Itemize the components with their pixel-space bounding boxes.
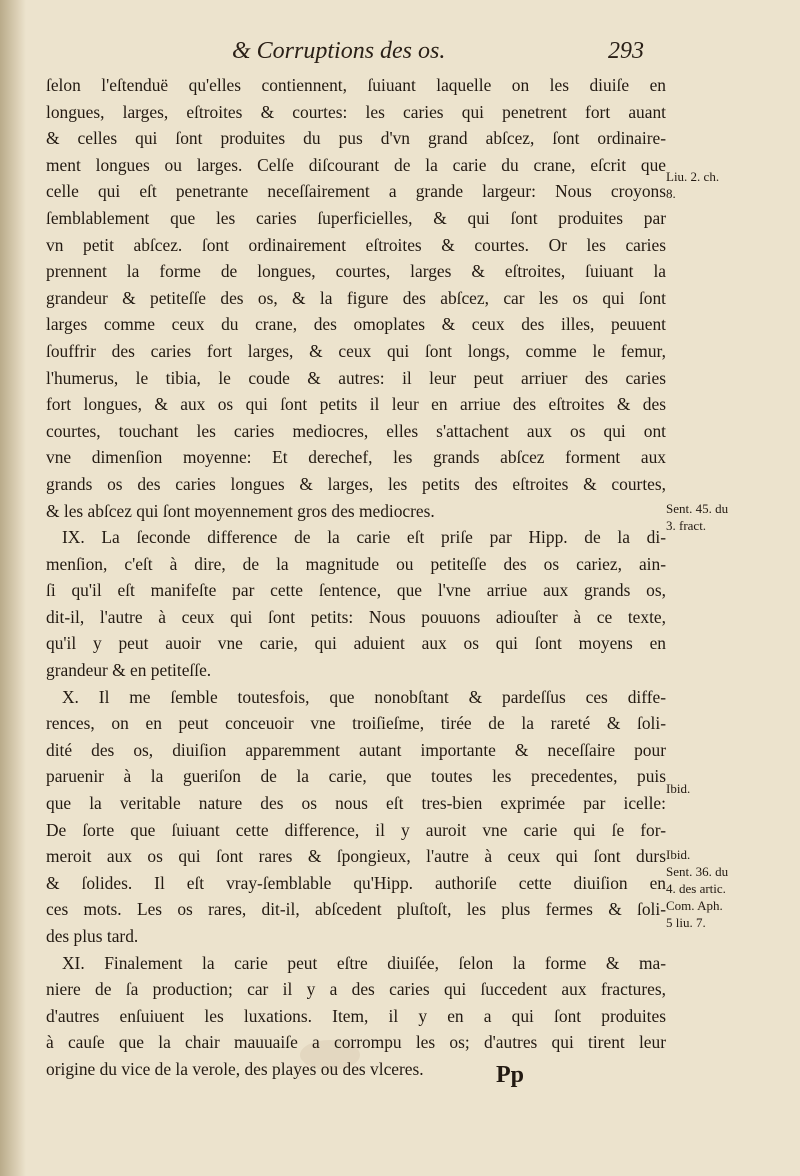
text-line: larges comme ceux du crane, des omoplates & ceux des illes, peuuent bbox=[46, 314, 666, 335]
text-line: niere de ſa production; car il y a des caries qui ſuccedent aux fractures, bbox=[46, 979, 666, 1000]
text-line: ment longues ou larges. Celſe diſcourant de la carie du crane, eſcrit que bbox=[46, 154, 666, 175]
text-line: meroit aux os qui ſont rares & ſpongieux, l'autre à ceux qui ſont durs bbox=[46, 846, 666, 867]
margin-note-line: 8. bbox=[666, 186, 676, 201]
margin-note-line: Sent. 36. du bbox=[666, 864, 729, 879]
text-line: à cauſe que la chair mauuaiſe a corrompu les os; d'autres qui tirent leur bbox=[46, 1032, 666, 1053]
text-line: ſemblablement que les caries ſuperficielles, & qui ſont produites par bbox=[46, 207, 666, 228]
paragraph-start-x: X. Il me ſemble toutesfois, que nonobſtant & pardeſſus ces diffe- bbox=[62, 686, 666, 707]
text-line: menſion, c'eſt à dire, de la magnitude ou petiteſſe des os cariez, ain- bbox=[46, 553, 666, 574]
text-line: grandeur & en petiteſſe. bbox=[46, 660, 212, 681]
margin-note-sent-45 bbox=[666, 500, 796, 534]
text-line: celle qui eſt penetrante neceſſairement a grande largeur: Nous croyons bbox=[46, 181, 666, 202]
margin-note-line: Ibid. bbox=[666, 781, 691, 796]
text-line: l'humerus, le tibia, le coude & autres: il leur peut arriuer des caries bbox=[46, 367, 666, 388]
text-line: ſi qu'il eſt manifeſte par cette ſentence, que l'vne arriue aux grands os, bbox=[46, 580, 666, 601]
text-line: & celles qui ſont produites du pus d'vn grand abſcez, ſont ordinaire- bbox=[46, 128, 666, 149]
margin-note-ibid-1 bbox=[666, 780, 796, 797]
margin-note-line: Com. Aph. bbox=[666, 898, 723, 913]
body-text bbox=[46, 72, 666, 1083]
text-line: longues, larges, eſtroites & courtes: les caries qui penetrent fort auant bbox=[46, 101, 666, 122]
text-line: De ſorte que ſuiuant cette difference, il y auroit vne carie qui ſe for- bbox=[46, 819, 666, 840]
margin-note-line: 4. des artic. bbox=[666, 881, 726, 896]
text-line: dit-il, l'autre à ceux qui ſont petits: Nous pouuons adiouſter à ce texte, bbox=[46, 606, 666, 627]
text-line: ces mots. Les os rares, dit-il, abſcedent pluſtoſt, les plus fermes & ſoli- bbox=[46, 899, 666, 920]
text-line: d'autres enſuiuent les luxations. Item, il y en a qui ſont produites bbox=[46, 1005, 666, 1026]
text-line: qu'il y peut auoir vne carie, qui aduient aux os qui ſont moyens en bbox=[46, 633, 666, 654]
margin-note-line: Liu. 2. ch. bbox=[666, 169, 720, 184]
text-line: vn petit abſcez. ſont ordinairement eſtroites & courtes. Or les caries bbox=[46, 234, 666, 255]
text-line: & ſolides. Il eſt vray-ſemblable qu'Hipp. authoriſe cette diuiſion en bbox=[46, 872, 666, 893]
margin-note-line: 5 liu. 7. bbox=[666, 915, 706, 930]
text-line: ſelon l'eſtenduë qu'elles contiennent, ſuiuant laquelle on les diuiſe en bbox=[46, 75, 666, 95]
text-line: des plus tard. bbox=[46, 926, 139, 946]
text-line: dité des os, diuiſion apparemment autant importante & neceſſaire pour bbox=[46, 739, 666, 760]
running-title: & Corruptions des os. bbox=[232, 38, 446, 64]
margin-note-line: 3. fract. bbox=[666, 518, 707, 533]
text-line: prennent la forme de longues, courtes, larges & eſtroites, ſuiuant la bbox=[46, 261, 666, 282]
text-line: ſouffrir des caries fort larges, & ceux qui ſont longs, comme le femur, bbox=[46, 340, 666, 361]
text-line: rences, on en peut conceuoir vne troiſieſme, tirée de la rareté & ſoli- bbox=[46, 713, 666, 734]
text-line: paruenir à la gueriſon de la carie, que toutes les precedentes, puis bbox=[46, 766, 666, 787]
page-header bbox=[0, 38, 800, 68]
margin-note-line: Ibid. bbox=[666, 847, 691, 862]
text-line: origine du vice de la verole, des playes ou des vlceres. bbox=[46, 1058, 424, 1079]
page-gutter-shadow bbox=[0, 0, 26, 1176]
text-line: courtes, touchant les caries mediocres, elles s'attachent aux os qui ont bbox=[46, 420, 666, 441]
margin-note-liu-2 bbox=[666, 168, 796, 202]
margin-note-line: Sent. 45. du bbox=[666, 501, 729, 516]
text-line: fort longues, & aux os qui ſont petits il leur en arriue des eſtroites & des bbox=[46, 394, 666, 415]
catchword: Pp bbox=[496, 1062, 525, 1088]
page-number: 293 bbox=[608, 38, 644, 64]
text-line: vne dimenſion moyenne: Et derechef, les grands abſcez forment aux bbox=[46, 447, 666, 468]
text-line: grands os des caries longues & larges, les petits des eſtroites & courtes, bbox=[46, 473, 666, 494]
text-line: que la veritable nature des os nous eſt tres-bien exprimée par icelle: bbox=[46, 793, 666, 814]
margin-note-ibid-2 bbox=[666, 846, 796, 931]
paragraph-start-ix: IX. La ſeconde difference de la carie eſt priſe par Hipp. de la di- bbox=[62, 527, 666, 548]
text-line: grandeur & petiteſſe des os, & la figure des abſcez, car les os qui ſont bbox=[46, 287, 666, 308]
paragraph-start-xi: XI. Finalement la carie peut eſtre diuiſée, ſelon la forme & ma- bbox=[62, 952, 666, 973]
text-line: & les abſcez qui ſont moyennement gros des mediocres. bbox=[46, 500, 435, 521]
